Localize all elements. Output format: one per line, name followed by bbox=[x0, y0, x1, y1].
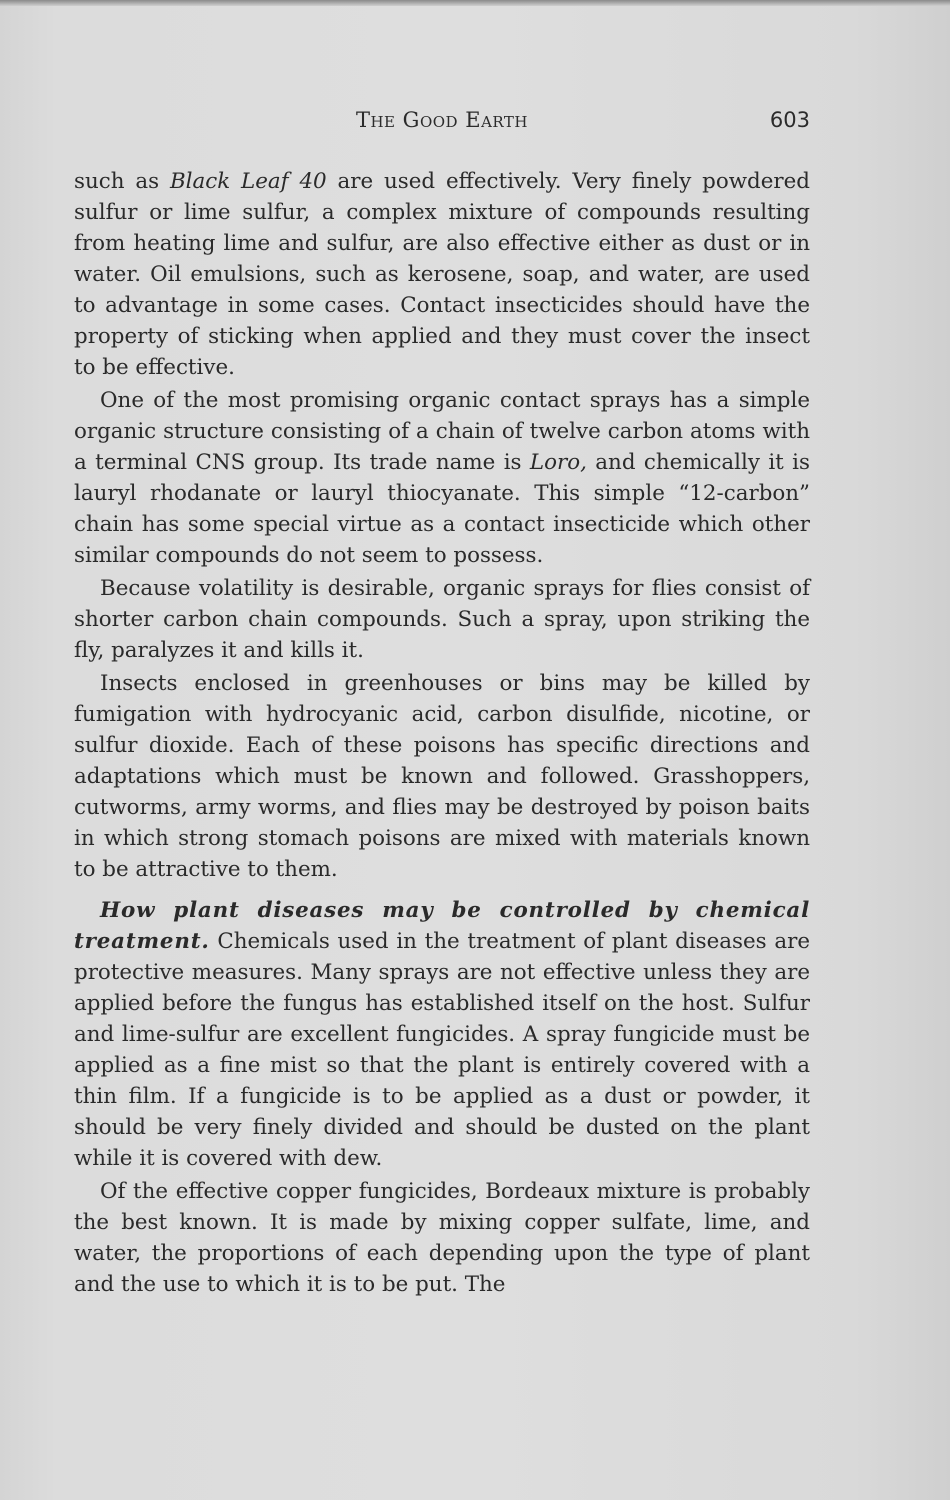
paragraph bbox=[74, 573, 810, 666]
paragraph bbox=[74, 166, 810, 383]
text-segment: Because volatility is desirable, organic sprays for flies consist of shorter carbon chain compounds. Such a spray, upon striking the fly, paralyzes it and kills it. bbox=[74, 576, 810, 663]
text-segment: are used effectively. Very finely powdered sulfur or lime sulfur, a complex mixture of compounds resulting from heating lime and sulfur, are also effective either as dust or in water. Oil emulsions, such as kerosene, soap, and water, are used to advantage in some cases. Contact insecticides should have the property of sticking when applied and they must cover the insect to be effective. bbox=[74, 169, 810, 380]
text-segment: Of the effective copper fungicides, Bordeaux mixture is probably the best known. It is made by mixing copper sulfate, lime, and water, the proportions of each depending upon the type of plant and the use to which it is to be put. The bbox=[74, 1179, 810, 1297]
text-segment: and chemically it is lauryl rhodanate or lauryl thiocyanate. This simple “12-carbon” chain has some special virtue as a contact insecticide which other similar compounds do not seem to possess. bbox=[74, 450, 810, 568]
paragraph bbox=[74, 668, 810, 885]
text-segment: One of the most promising organic contact sprays has a simple organic structure consisting of a chain of twelve carbon atoms with a terminal CNS group. Its trade name is bbox=[74, 388, 810, 475]
body-text bbox=[74, 166, 810, 1302]
paragraph bbox=[74, 1176, 810, 1300]
running-head: The Good Earth bbox=[355, 108, 529, 132]
text-segment: Chemicals used in the treatment of plant diseases are protective measures. Many sprays are not effective unless they are applied before the fungus has established itself on the host. Sulfur and lime-sulfur are excellent fungicides. A spray fungicide must be applied as a fine mist so that the plant is entirely covered with a thin film. If a fungicide is to be applied as a dust or powder, it should be very finely divided and should be dusted on the plant while it is covered with dew. bbox=[74, 929, 810, 1171]
paragraph bbox=[74, 895, 810, 1174]
text-segment: such as bbox=[74, 169, 170, 194]
section-run-in-heading: How plant diseases may be controlled by chemical treatment. bbox=[74, 898, 810, 954]
text-segment: Insects enclosed in greenhouses or bins may be killed by fumigation with hydrocyanic acid, carbon disulfide, nicotine, or sulfur dioxide. Each of these poisons has specific directions and adaptations which must be known and followed. Grasshoppers, cutworms, army worms, and flies may be destroyed by poison baits in which strong stomach poisons are mixed with materials known to be attractive to them. bbox=[74, 671, 810, 882]
page-number: 603 bbox=[769, 108, 810, 132]
text-segment-italic: Black Leaf 40 bbox=[169, 169, 327, 194]
paragraph bbox=[74, 385, 810, 571]
text-segment-italic: Loro, bbox=[529, 450, 587, 475]
page-header bbox=[74, 108, 810, 142]
page-top-edge bbox=[0, 0, 950, 6]
